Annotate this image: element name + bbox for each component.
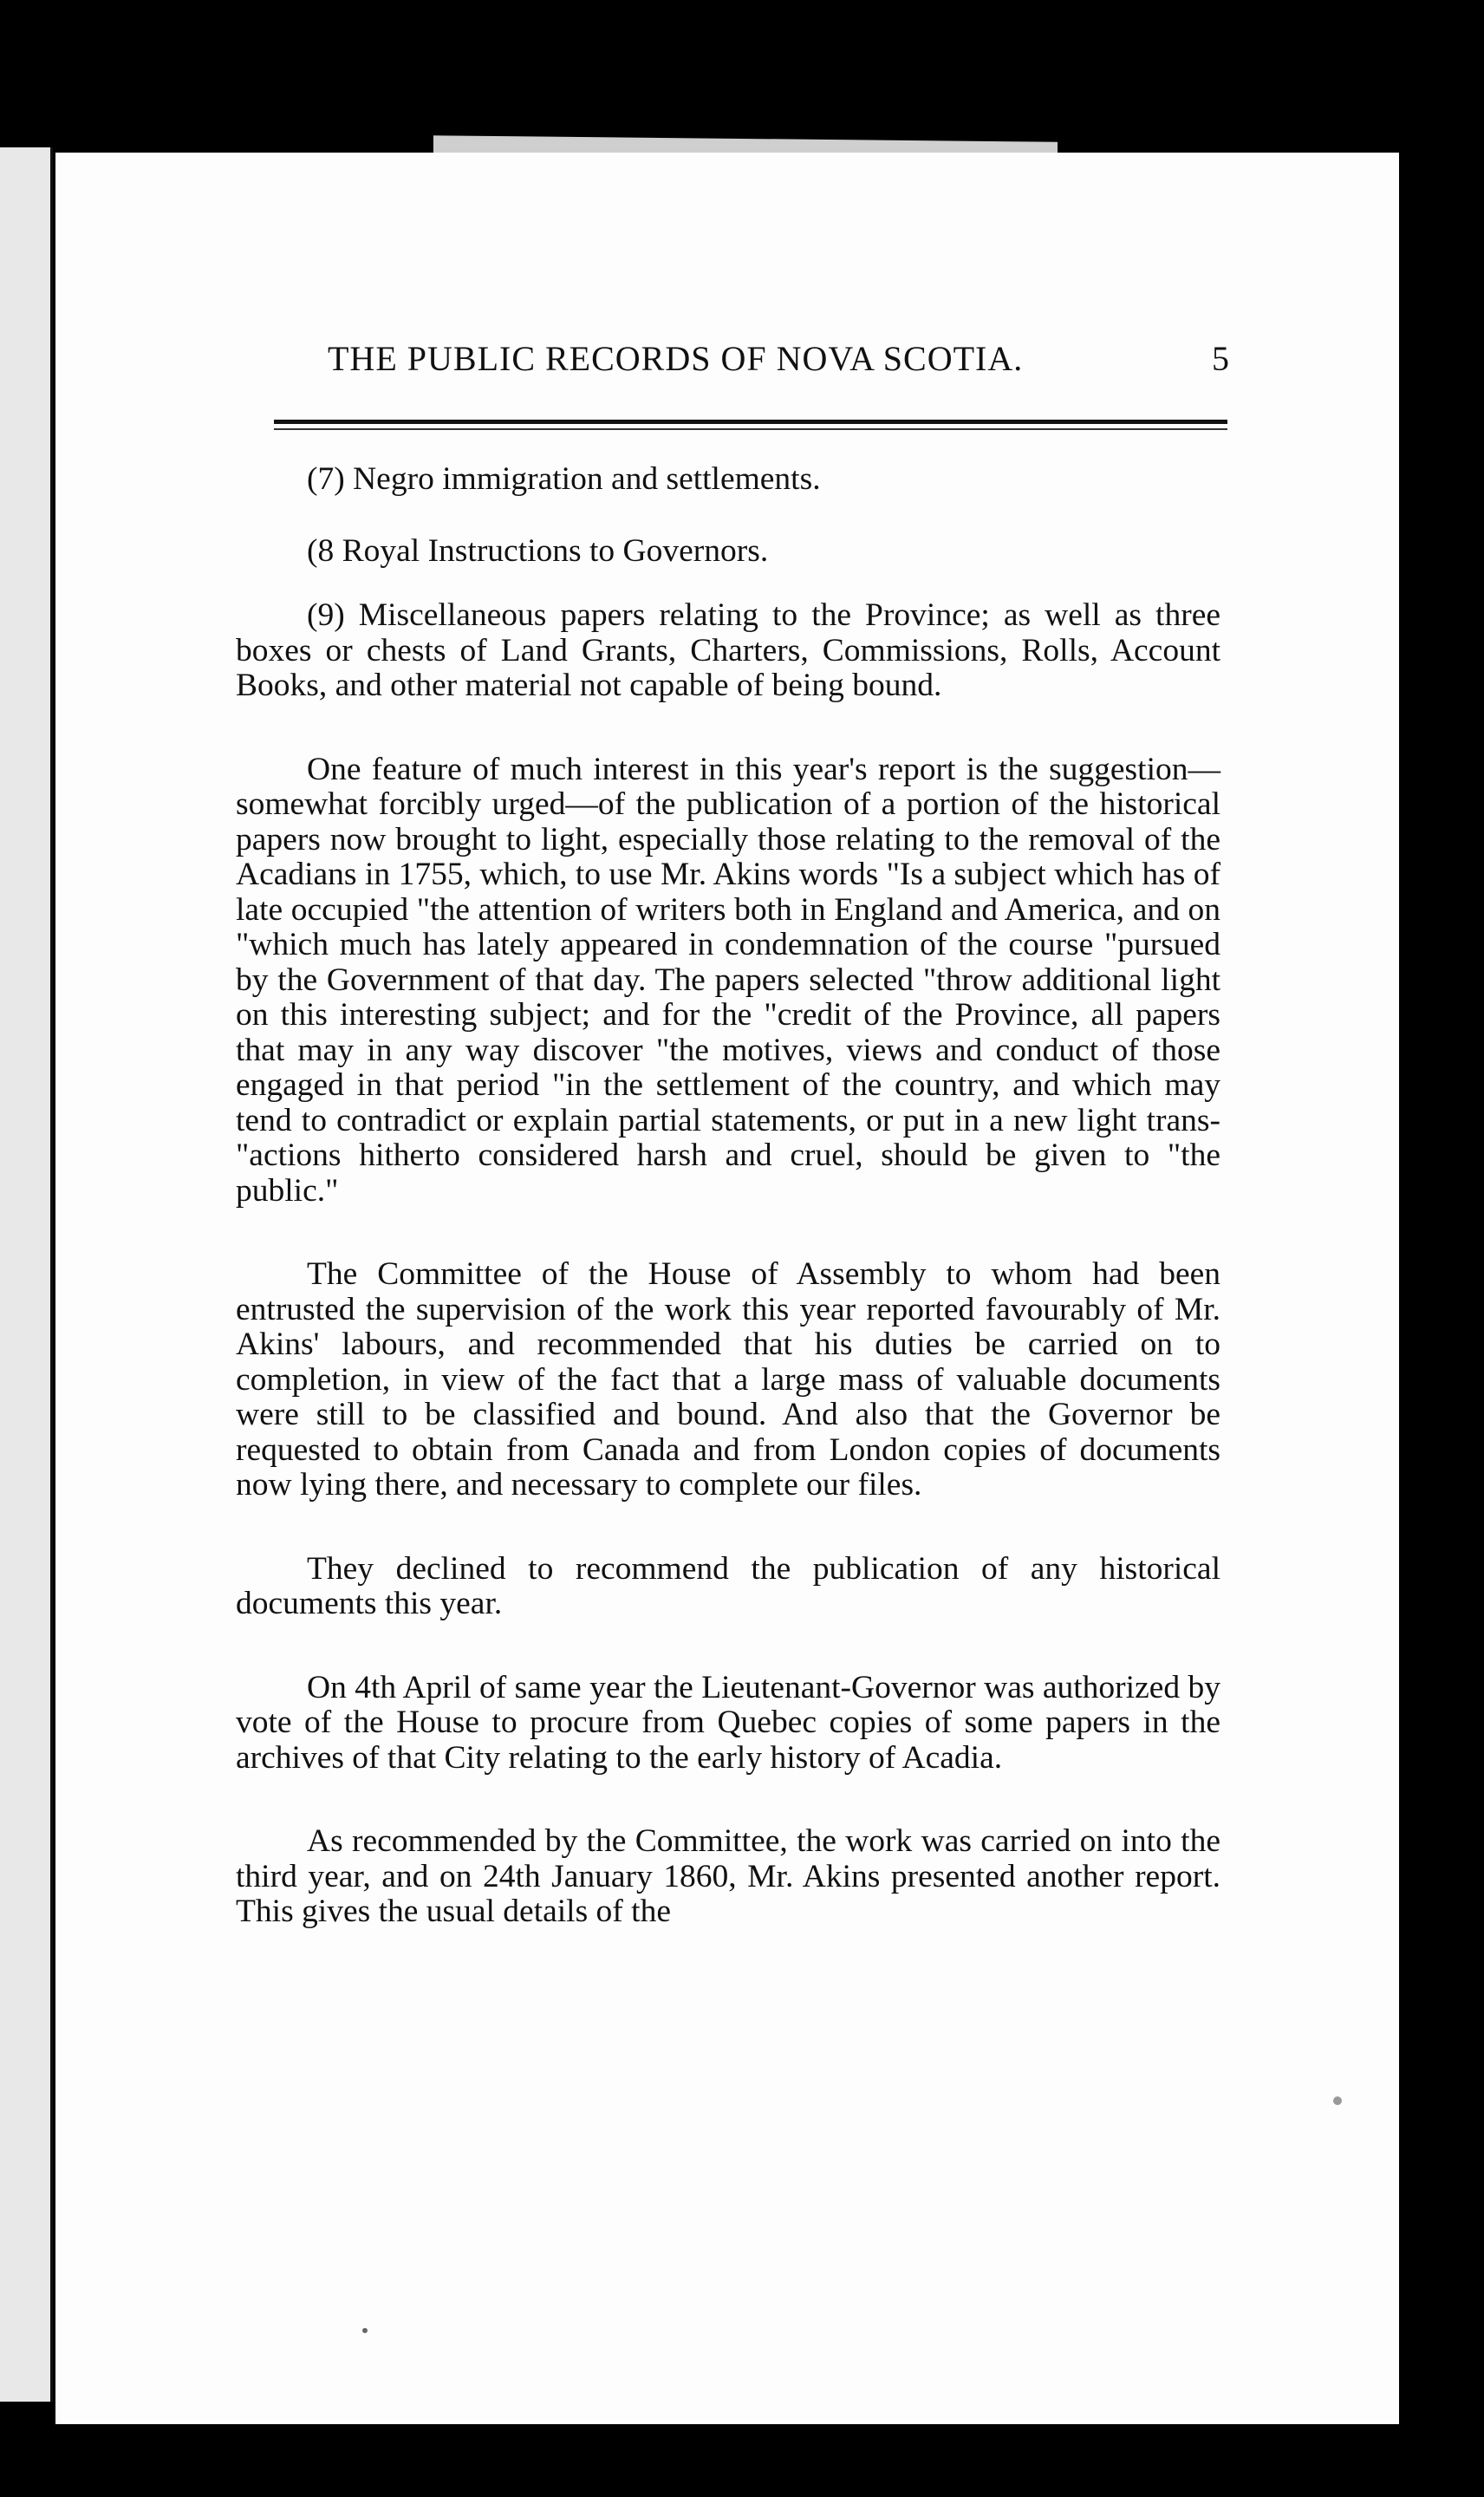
running-title: THE PUBLIC RECORDS OF NOVA SCOTIA. (328, 339, 1024, 378)
body-text (236, 451, 1220, 1979)
page-speck (362, 2328, 368, 2333)
paragraph-quebec-copies: On 4th April of same year the Lieutenant-Governor was authorized by vote of the House to procure from Quebec copies of some papers in the archives of that City relating to the early history of Acadia. (236, 1669, 1220, 1776)
list-item-8: (8 Royal Instructions to Governors. (307, 533, 769, 569)
header-rule-thick (274, 420, 1227, 424)
list-item-9-paragraph: (9) Miscellaneous papers relating to the Province; as well as three boxes or chests of Land Grants, Charters, Commissions, Rolls, Account Books, and other material not capable of being bound. (236, 597, 1220, 703)
paragraph-committee: The Committee of the House of Assembly to whom had been entrusted the supervision of the work this year reported favourably of Mr. Akins' labours, and recommended that his duties be carried on to completion, in view of the fact that a large mass of valuable documents were still to be classified and bound. And also that the Governor be requested to obtain from Canada and from London copies of documents now lying there, and necessary to complete our files. (236, 1256, 1220, 1503)
paragraph-third-year: As recommended by the Committee, the work was carried on into the third year, and on 24th January 1860, Mr. Akins presented another report. This gives the usual details of the (236, 1823, 1220, 1929)
page-header (328, 338, 1229, 390)
header-rule-thin (274, 428, 1227, 430)
list-item-7: (7) Negro immigration and settlements. (307, 461, 821, 497)
page-speck (1333, 2096, 1342, 2105)
paragraph-acadians-report: One feature of much interest in this year's report is the suggestion—somewhat forcibly urged—of the publication of a portion of the historical papers now brought to light, especially those relating to the removal of the Acadians in 1755, which, to use Mr. Akins words "Is a subject which has of late occupied "the attention of writers both in England and America, and on "which much has lately appeared in condemnation of the course "pursued by the Government of that day. The papers selected "throw additional light on this interesting subject; and for the "credit of the Province, all papers that may in any way discover "the motives, views and conduct of those engaged in that period "in the settlement of the country, and which may tend to contradict or explain partial statements, or put in a new light trans- "actions hitherto considered harsh and cruel, should be given to "the public." (236, 751, 1220, 1209)
adjacent-page-edge (0, 147, 53, 2402)
page-number: 5 (1212, 339, 1229, 378)
paragraph-declined: They declined to recommend the publication of any historical documents this year. (236, 1550, 1220, 1621)
